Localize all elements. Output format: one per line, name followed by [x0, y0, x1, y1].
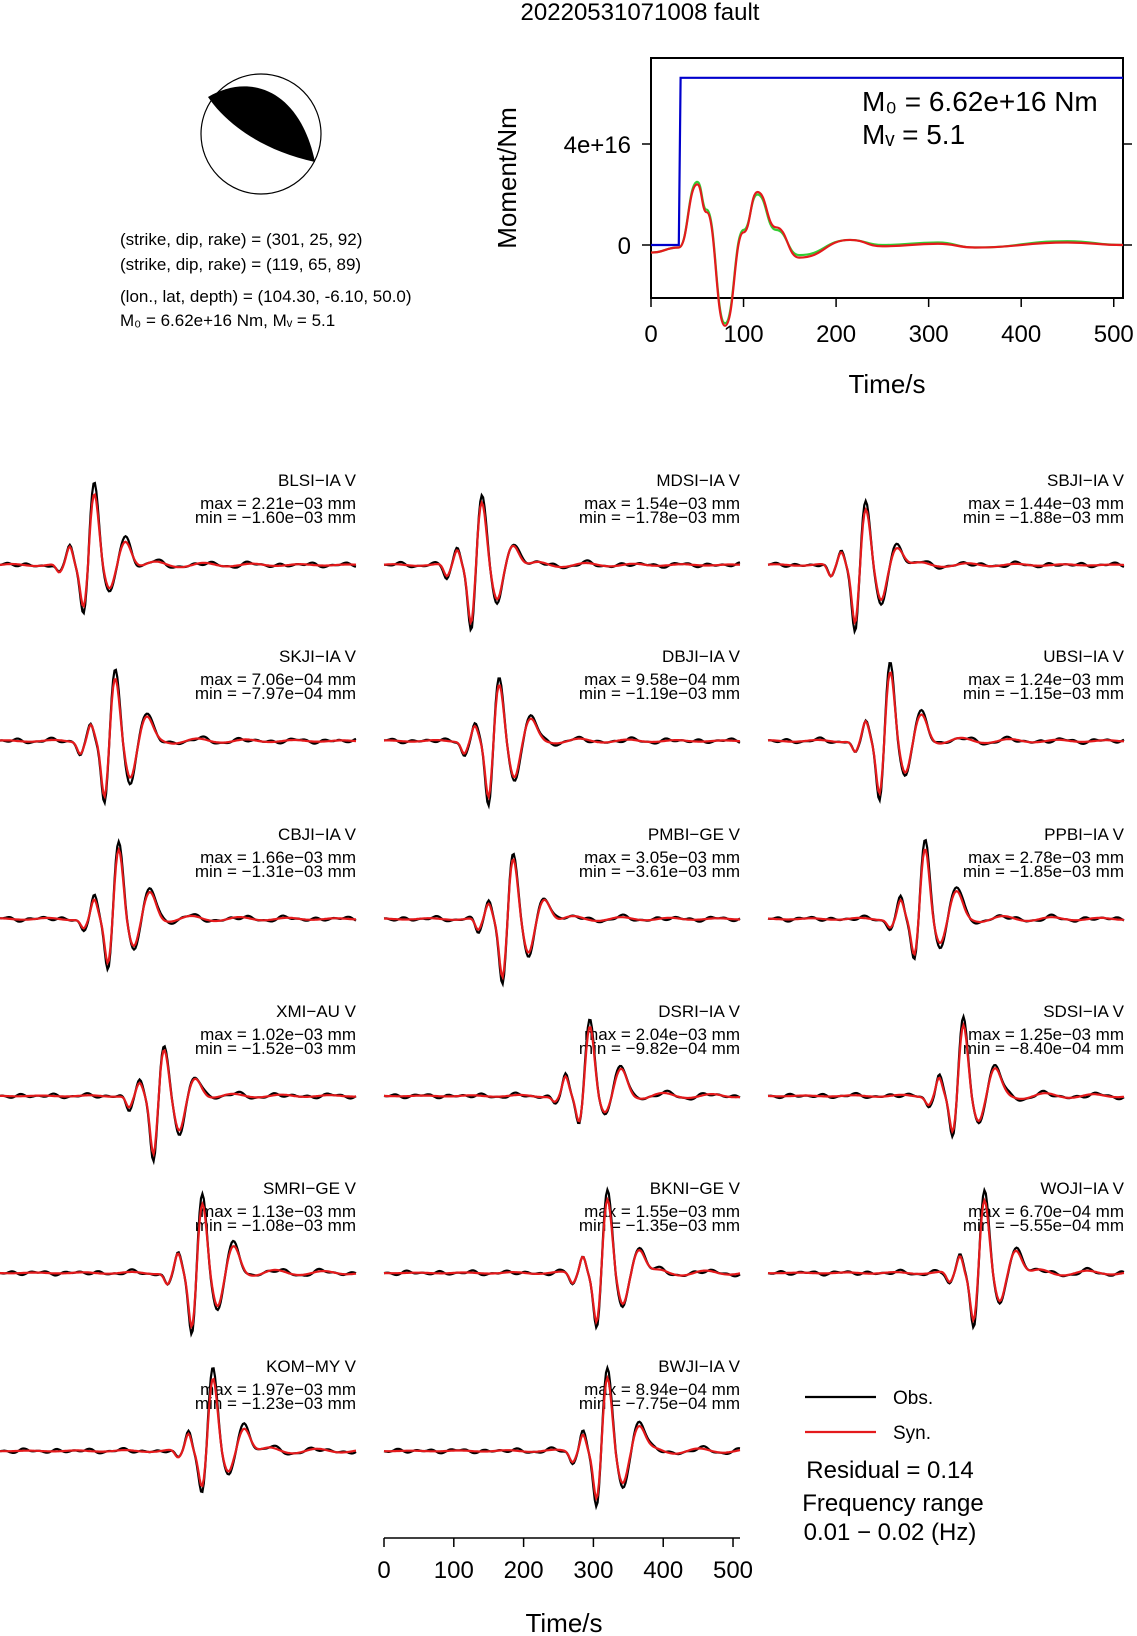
moment-xtick-label: 0	[644, 321, 658, 348]
station-max: max = 7.06e−04 mm	[200, 670, 356, 689]
station-name: CBJI−IA V	[278, 825, 356, 844]
moment-xlabel: Time/s	[848, 369, 926, 399]
station-min: min = −1.31e−03 mm	[194, 862, 356, 881]
waveform-xlabel: Time/s	[525, 1608, 603, 1636]
observed-waveform	[0, 1046, 356, 1161]
station-min: min = −1.78e−03 mm	[578, 508, 740, 527]
station-panel	[0, 1179, 357, 1334]
waveform-xtick-label: 300	[573, 1557, 614, 1584]
station-max: max = 6.70e−04 mm	[968, 1202, 1124, 1221]
station-panel	[768, 647, 1125, 800]
station-min: min = −1.60e−03 mm	[194, 508, 356, 527]
station-panel	[0, 1002, 357, 1161]
station-min: min = −1.85e−03 mm	[962, 862, 1124, 881]
station-name: KOM−MY V	[266, 1357, 356, 1376]
moment-xtick-label: 400	[1001, 321, 1042, 348]
station-min: min = −7.75e−04 mm	[578, 1394, 740, 1413]
moment-xtick-label: 300	[908, 321, 949, 348]
waveform-time-axis	[377, 1538, 753, 1636]
station-panel	[0, 647, 357, 803]
station-panel	[0, 825, 357, 969]
station-panel	[384, 471, 741, 630]
station-max: max = 2.04e−03 mm	[584, 1025, 740, 1044]
moment-xtick-label: 500	[1093, 321, 1134, 348]
station-min: min = −8.40e−04 mm	[962, 1039, 1124, 1058]
station-name: DSRI−IA V	[658, 1002, 740, 1021]
station-max: max = 1.54e−03 mm	[584, 494, 740, 513]
moment-ylabel: Moment/Nm	[492, 107, 522, 249]
frequency-title: Frequency range	[802, 1490, 984, 1517]
station-panel	[768, 825, 1125, 959]
moment-ytick-label: 4e+16	[563, 132, 631, 159]
moment-mw-text: Mᵥ = 5.1	[862, 119, 966, 150]
station-min: min = −7.97e−04 mm	[194, 684, 356, 703]
waveform-grid	[0, 471, 1125, 1506]
source-info	[120, 230, 412, 330]
station-min: min = −1.08e−03 mm	[194, 1216, 356, 1235]
station-panel	[0, 1357, 357, 1492]
station-panel	[768, 1179, 1125, 1327]
station-panel	[384, 1002, 741, 1123]
figure-title: 20220531071008 fault	[520, 0, 760, 26]
station-max: max = 1.24e−03 mm	[968, 670, 1124, 689]
station-name: PMBI−GE V	[647, 825, 740, 844]
station-min: min = −1.23e−03 mm	[194, 1394, 356, 1413]
station-max: max = 8.94e−04 mm	[584, 1380, 740, 1399]
beachball	[201, 74, 321, 194]
station-min: min = −1.19e−03 mm	[578, 684, 740, 703]
station-max: max = 1.25e−03 mm	[968, 1025, 1124, 1044]
station-panel	[768, 471, 1125, 631]
station-name: DBJI−IA V	[662, 647, 740, 666]
waveform-xtick-label: 400	[643, 1557, 684, 1584]
frequency-range: 0.01 − 0.02 (Hz)	[803, 1519, 977, 1546]
station-name: SDSI−IA V	[1043, 1002, 1124, 1021]
nodal-plane-1: (strike, dip, rake) = (301, 25, 92)	[120, 230, 363, 249]
moment-ytick-label: 0	[617, 233, 631, 260]
station-name: PPBI−IA V	[1044, 825, 1124, 844]
hypocenter: (lon., lat, depth) = (104.30, -6.10, 50.0)	[120, 287, 412, 306]
moment-plot	[492, 58, 1134, 399]
station-min: min = −5.55e−04 mm	[962, 1216, 1124, 1235]
station-panel	[384, 647, 741, 805]
station-max: max = 3.05e−03 mm	[584, 848, 740, 867]
station-panel	[768, 1002, 1125, 1137]
station-name: UBSI−IA V	[1043, 647, 1124, 666]
station-max: max = 1.02e−03 mm	[200, 1025, 356, 1044]
nodal-plane-2: (strike, dip, rake) = (119, 65, 89)	[120, 255, 362, 274]
station-panel	[384, 1357, 741, 1506]
station-name: SMRI−GE V	[262, 1179, 356, 1198]
station-min: min = −1.52e−03 mm	[194, 1039, 356, 1058]
station-name: XMI−AU V	[276, 1002, 356, 1021]
station-max: max = 1.44e−03 mm	[968, 494, 1124, 513]
station-max: max = 1.13e−03 mm	[200, 1202, 356, 1221]
station-min: min = −1.15e−03 mm	[962, 684, 1124, 703]
station-name: BWJI−IA V	[658, 1357, 740, 1376]
moment-rate-green-line	[651, 182, 1123, 323]
waveform-xtick-label: 100	[433, 1557, 474, 1584]
station-min: min = −9.82e−04 mm	[578, 1039, 740, 1058]
waveform-xtick-label: 500	[712, 1557, 754, 1584]
station-max: max = 1.97e−03 mm	[200, 1380, 356, 1399]
synthetic-waveform	[0, 1050, 356, 1154]
station-panel	[384, 1179, 741, 1327]
station-max: max = 1.55e−03 mm	[584, 1202, 740, 1221]
station-name: WOJI−IA V	[1040, 1179, 1124, 1198]
station-name: BKNI−GE V	[649, 1179, 740, 1198]
moment-m0-text: M₀ = 6.62e+16 Nm	[862, 86, 1098, 117]
moment-xtick-label: 100	[723, 321, 764, 348]
waveform-xtick-label: 0	[377, 1557, 391, 1584]
station-panel	[384, 825, 741, 984]
waveform-xtick-label: 200	[503, 1557, 544, 1584]
station-panel	[0, 471, 357, 613]
station-min: min = −3.61e−03 mm	[578, 862, 740, 881]
station-name: MDSI−IA V	[656, 471, 740, 490]
station-name: SKJI−IA V	[278, 647, 356, 666]
station-name: SBJI−IA V	[1046, 471, 1124, 490]
station-max: max = 2.78e−03 mm	[968, 848, 1124, 867]
legend-obs-label: Obs.	[893, 1388, 934, 1409]
residual-text: Residual = 0.14	[806, 1457, 974, 1484]
moment-rate-red-line	[651, 184, 1123, 325]
moment-xtick-label: 200	[816, 321, 857, 348]
station-min: min = −1.88e−03 mm	[962, 508, 1124, 527]
moment-magnitude: M₀ = 6.62e+16 Nm, Mᵥ = 5.1	[120, 311, 336, 330]
station-name: BLSI−IA V	[278, 471, 356, 490]
station-max: max = 1.66e−03 mm	[200, 848, 356, 867]
legend	[802, 1388, 983, 1546]
legend-syn-label: Syn.	[893, 1423, 932, 1444]
station-max: max = 9.58e−04 mm	[584, 670, 740, 689]
station-max: max = 2.21e−03 mm	[200, 494, 356, 513]
station-min: min = −1.35e−03 mm	[578, 1216, 740, 1235]
